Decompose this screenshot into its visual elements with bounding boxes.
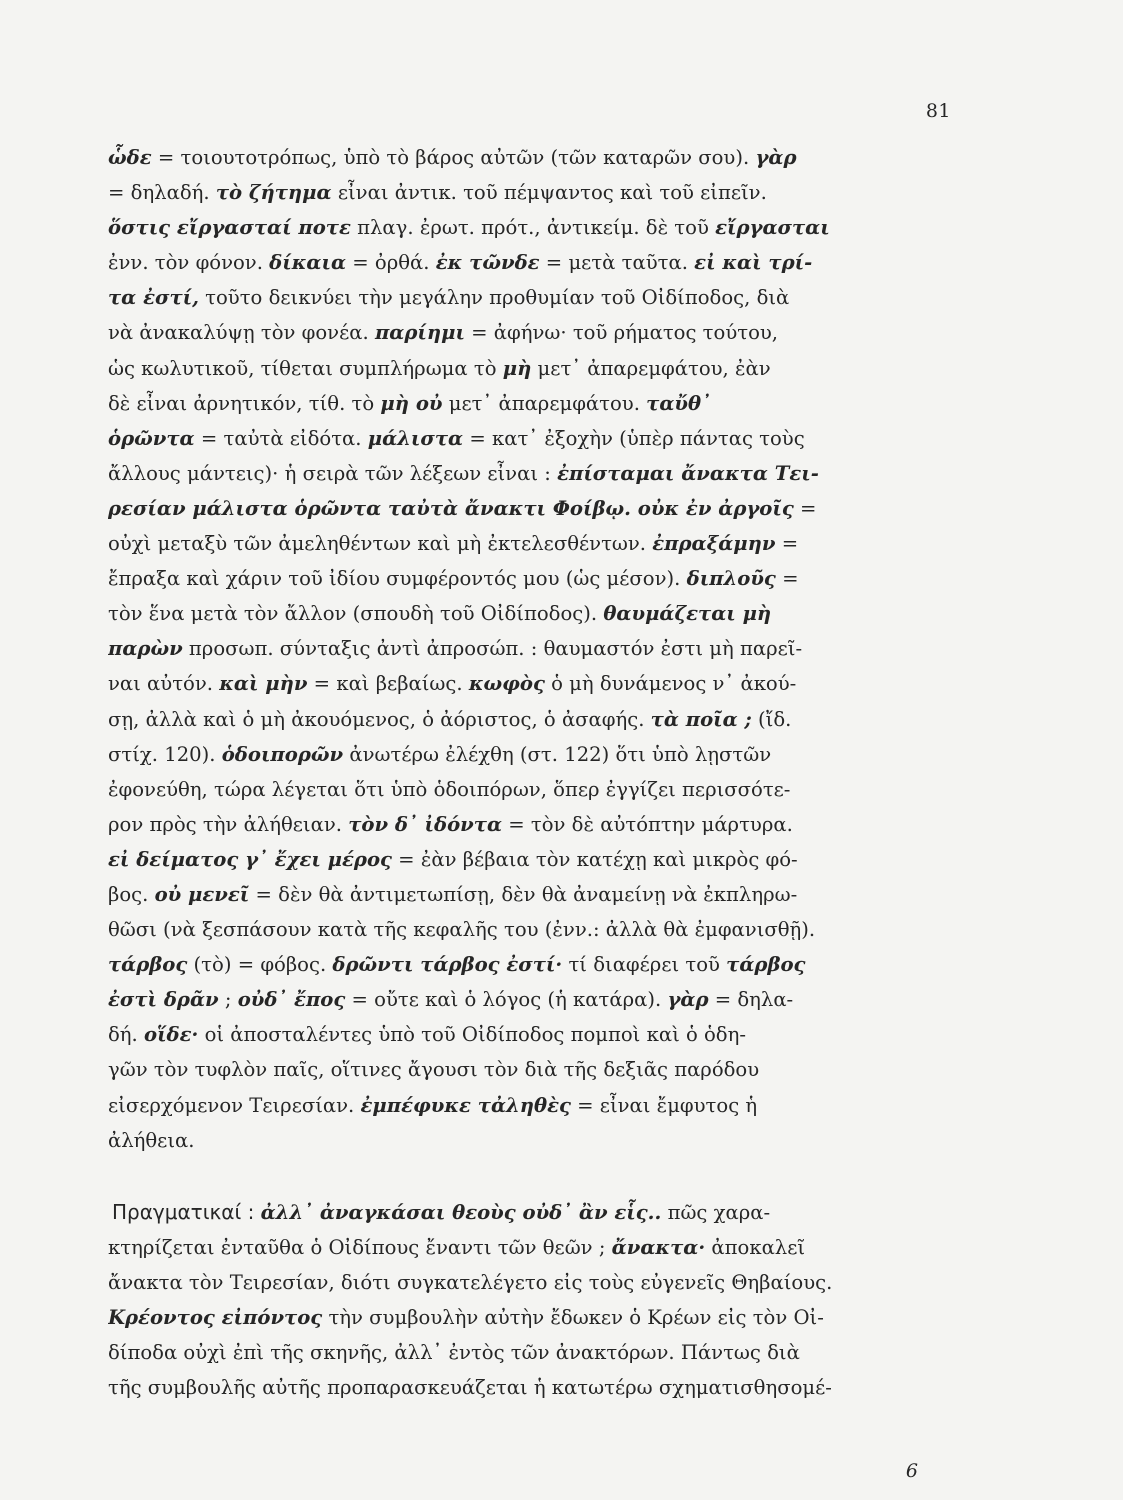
bold-term: δρῶντι τάρβος ἐστί·	[332, 953, 563, 977]
text-segment: βος.	[108, 882, 155, 906]
text-segment: οὐχὶ μεταξὺ τῶν ἀμεληθέντων καὶ μὴ ἐκτελεσθέντων.	[108, 532, 653, 556]
text-segment: = μετὰ ταῦτα.	[539, 251, 695, 275]
bold-term: ὅστις εἴργασταί ποτε	[108, 216, 351, 240]
text-line	[108, 1335, 956, 1370]
bold-term: τὰ ποῖα ;	[650, 707, 752, 731]
text-segment: οἱ ἀποσταλέντες ὑπὸ τοῦ Οἰδίποδος πομποὶ καὶ ὁ ὁδη-	[198, 1023, 746, 1047]
text-line	[108, 772, 956, 807]
text-segment: ἀλήθεια.	[108, 1128, 195, 1152]
text-segment: = ἐὰν βέβαια τὸν κατέχῃ καὶ μικρὸς φό-	[391, 847, 798, 871]
text-line	[108, 386, 956, 421]
text-line	[108, 351, 956, 386]
text-line	[108, 1052, 956, 1087]
text-line	[108, 842, 956, 877]
text-segment: ναι αὐτόν.	[108, 672, 220, 696]
text-segment: πῶς χαρα-	[661, 1200, 771, 1224]
text-line	[108, 315, 956, 350]
bold-term: δίκαια	[269, 251, 347, 275]
text-segment: = καὶ βεβαίως.	[307, 672, 469, 696]
text-segment: τὴν συμβουλὴν αὐτὴν ἔδωκεν ὁ Κρέων εἰς τὸν Οἰ-	[322, 1306, 824, 1329]
text-segment: = οὔτε καὶ ὁ λόγος (ἡ κατάρα).	[345, 988, 668, 1012]
bold-term: κωφὸς	[468, 672, 545, 696]
bold-term: εἴργασται	[715, 216, 830, 240]
text-segment: στίχ. 120).	[108, 742, 222, 766]
bold-term: μὴ οὐ	[380, 391, 443, 415]
text-segment: ἐνν. τὸν φόνον.	[108, 251, 270, 275]
text-segment: δή.	[108, 1023, 144, 1047]
bold-term: εἰ δείματος γ᾽ ἔχει μέρος	[108, 847, 392, 871]
text-segment: = τοιουτοτρόπως, ὑπὸ τὸ βάρος αὐτῶν (τῶν καταρῶν σου).	[151, 146, 756, 169]
text-segment: =	[793, 496, 817, 520]
text-line	[108, 877, 956, 912]
bold-term: τάρβος	[726, 953, 806, 977]
text-segment: σῃ, ἀλλὰ καὶ ὁ μὴ ἀκουόμενος, ὁ ἀόριστος, ὁ ἀσαφής.	[108, 707, 651, 731]
text-segment: τὸν ἕνα μετὰ τὸν ἄλλον (σπουδὴ τοῦ Οἰδίποδος).	[108, 602, 604, 626]
bold-term: διπλοῦς	[686, 567, 776, 591]
bold-term: ἐκ τῶνδε	[435, 251, 540, 275]
bold-term: ἀλλ᾽ ἀναγκάσαι θεοὺς οὐδ᾽ ἂν εἷς..	[260, 1200, 662, 1224]
bold-term: ρεσίαν μάλιστα ὁρῶντα ταὐτὰ ἄνακτι Φοίβῳ. οὐκ ἐν ἀργοῖς	[108, 496, 794, 520]
text-line	[108, 1195, 956, 1230]
text-line	[108, 175, 956, 210]
text-line	[108, 1370, 956, 1405]
bold-term: ἄνακτα·	[611, 1235, 706, 1259]
text-segment: κτηρίζεται ἐνταῦθα ὁ Οἰδίπους ἔναντι τῶν θεῶν ;	[108, 1235, 612, 1259]
text-line	[108, 421, 956, 456]
text-line	[108, 1300, 956, 1335]
text-line	[108, 737, 956, 772]
text-line	[108, 526, 956, 561]
text-line	[108, 631, 956, 666]
bold-term: εἰ καὶ τρί-	[694, 251, 813, 275]
text-segment: ἀνωτέρω ἐλέχθη (στ. 122) ὅτι ὑπὸ λῃστῶν	[343, 742, 772, 766]
text-segment: δὲ εἶναι ἀρνητικόν, τίθ. τὸ	[108, 391, 381, 415]
text-segment: = τὸν δὲ αὐτόπτην μάρτυρα.	[502, 812, 793, 836]
bold-term: ἐπραξάμην	[652, 532, 776, 556]
bold-term: γὰρ	[755, 146, 797, 169]
text-segment: ἔπραξα καὶ χάριν τοῦ ἰδίου συμφέροντός μου (ὡς μέσον).	[108, 567, 687, 591]
text-segment: =	[775, 532, 799, 556]
text-segment: ὁ μὴ δυνάμενος ν᾽ ἀκού-	[544, 672, 797, 696]
text-segment: ἄλλους μάντεις)· ἡ σειρὰ τῶν λέξεων εἶναι :	[108, 461, 558, 485]
text-line	[108, 1088, 956, 1123]
text-line	[108, 702, 956, 737]
text-line	[108, 596, 956, 631]
text-segment: προσωπ. σύνταξις ἀντὶ ἀπροσώπ. : θαυμαστόν ἐστι μὴ παρεῖ-	[182, 637, 803, 661]
bold-term: ὁδοιπορῶν	[221, 742, 344, 766]
bold-term: ἐμπέφυκε τἀληθὲς	[360, 1093, 571, 1117]
text-segment: ἄνακτα τὸν Τειρεσίαν, διότι συγκατελέγετο εἰς τοὺς εὐγενεῖς Θηβαίους.	[108, 1270, 833, 1294]
text-segment: θῶσι (νὰ ξεσπάσουν κατὰ τῆς κεφαλῆς του (ἐνν.: ἀλλὰ θὰ ἐμφανισθῇ).	[108, 918, 816, 942]
bold-term: ταὔθ᾽	[646, 391, 711, 415]
text-segment: ἐφονεύθη, τώρα λέγεται ὅτι ὑπὸ ὁδοιπόρων, ὅπερ ἐγγίζει περισσότε-	[108, 777, 791, 801]
bold-term: παρίημι	[374, 321, 465, 345]
text-segment: = δηλαδή.	[108, 181, 216, 205]
text-segment: δίποδα οὐχὶ ἐπὶ τῆς σκηνῆς, ἀλλ᾽ ἐντὸς τῶν ἀνακτόρων. Πάντως διὰ	[108, 1341, 800, 1365]
text-line	[108, 1230, 956, 1265]
bold-term: τα ἐστί,	[108, 286, 199, 310]
text-segment: μετ᾽ ἀπαρεμφάτου, ἐὰν	[531, 356, 771, 380]
text-segment: (τὸ) = φόβος.	[187, 953, 333, 977]
text-segment: εἶναι ἀντικ. τοῦ πέμψαντος καὶ τοῦ εἰπεῖν.	[331, 181, 767, 205]
text-segment: = ταὐτὰ εἰδότα.	[194, 426, 368, 450]
bold-term: παρὼν	[108, 637, 183, 661]
text-line	[108, 1017, 956, 1052]
text-line	[108, 1123, 956, 1158]
text-line	[108, 982, 956, 1017]
text-segment: ;	[218, 988, 238, 1012]
bold-term: τὸ ζήτημα	[215, 181, 332, 205]
text-segment: (ἴδ.	[751, 707, 792, 731]
text-segment: πλαγ. ἐρωτ. πρότ., ἀντικείμ. δὲ τοῦ	[350, 216, 716, 240]
text-line	[108, 912, 956, 947]
text-segment: εἰσερχόμενον Τειρεσίαν.	[108, 1093, 361, 1117]
page-number: 81	[925, 100, 951, 122]
text-line	[108, 561, 956, 596]
text-line	[108, 245, 956, 280]
signature-mark: 6	[905, 1460, 918, 1482]
bold-term: οὐδ᾽ ἔπος	[237, 988, 346, 1012]
bold-term: οὐ μενεῖ	[154, 882, 250, 906]
bold-term: τὸν δ᾽ ἰδόντα	[348, 812, 503, 836]
bold-term: μάλιστα	[367, 426, 464, 450]
text-segment: = κατ᾽ ἐξοχὴν (ὑπὲρ πάντας τοὺς	[463, 426, 805, 450]
text-segment: =	[775, 567, 799, 591]
text-line	[108, 807, 956, 842]
text-segment: ρον πρὸς τὴν ἀλήθειαν.	[108, 812, 349, 836]
text-line	[108, 280, 956, 315]
bold-term: τάρβος	[108, 953, 188, 977]
bold-term: Κρέοντος εἰπόντος	[108, 1306, 323, 1329]
bold-term: οἵδε·	[144, 1023, 199, 1047]
bold-term: γὰρ	[667, 988, 709, 1012]
bold-term: ἐπίσταμαι ἄνακτα Τει-	[557, 461, 819, 485]
bold-term: ὧδε	[108, 146, 152, 169]
text-segment: τοῦτο δεικνύει τὴν μεγάλην προθυμίαν τοῦ Οἰδίποδος, διὰ	[198, 286, 790, 310]
bold-term: ἐστὶ δρᾶν	[108, 988, 219, 1012]
text-segment: ὡς κωλυτικοῦ, τίθεται συμπλήρωμα τὸ	[108, 356, 503, 380]
bold-term: καὶ μὴν	[219, 672, 308, 696]
bold-term: μὴ	[502, 356, 532, 380]
text-line	[108, 1265, 956, 1300]
body-text	[108, 140, 956, 1405]
text-line	[108, 456, 956, 491]
text-segment: τί διαφέρει τοῦ	[562, 953, 727, 977]
text-segment: γῶν τὸν τυφλὸν παῖς, οἵτινες ἄγουσι τὸν διὰ τῆς δεξιᾶς παρόδου	[108, 1058, 760, 1082]
text-line	[108, 140, 956, 175]
text-line	[108, 947, 956, 982]
text-segment: = δηλα-	[708, 988, 794, 1012]
text-segment: μετ᾽ ἀπαρεμφάτου.	[442, 391, 647, 415]
text-segment: ἀποκαλεῖ	[705, 1235, 806, 1259]
text-segment: νὰ ἀνακαλύψῃ τὸν φονέα.	[108, 321, 375, 345]
text-line	[108, 491, 956, 526]
bold-term: ὁρῶντα	[108, 426, 195, 450]
text-segment: = εἶναι ἔμφυτος ἡ	[570, 1093, 758, 1117]
text-segment: = ἀφήνω· τοῦ ρήματος τούτου,	[464, 321, 779, 345]
section-heading: Πραγματικαί :	[112, 1199, 261, 1224]
bold-term: θαυμάζεται μὴ	[603, 602, 772, 626]
text-segment: = δὲν θὰ ἀντιμετωπίσῃ, δὲν θὰ ἀναμείνῃ νὰ ἐκπληρω-	[249, 882, 798, 906]
text-segment: = ὀρθά.	[346, 251, 436, 275]
text-line	[108, 210, 956, 245]
text-line	[108, 666, 956, 701]
text-segment: τῆς συμβουλῆς αὐτῆς προπαρασκευάζεται ἡ κατωτέρω σχηματισθησομέ-	[108, 1376, 832, 1400]
